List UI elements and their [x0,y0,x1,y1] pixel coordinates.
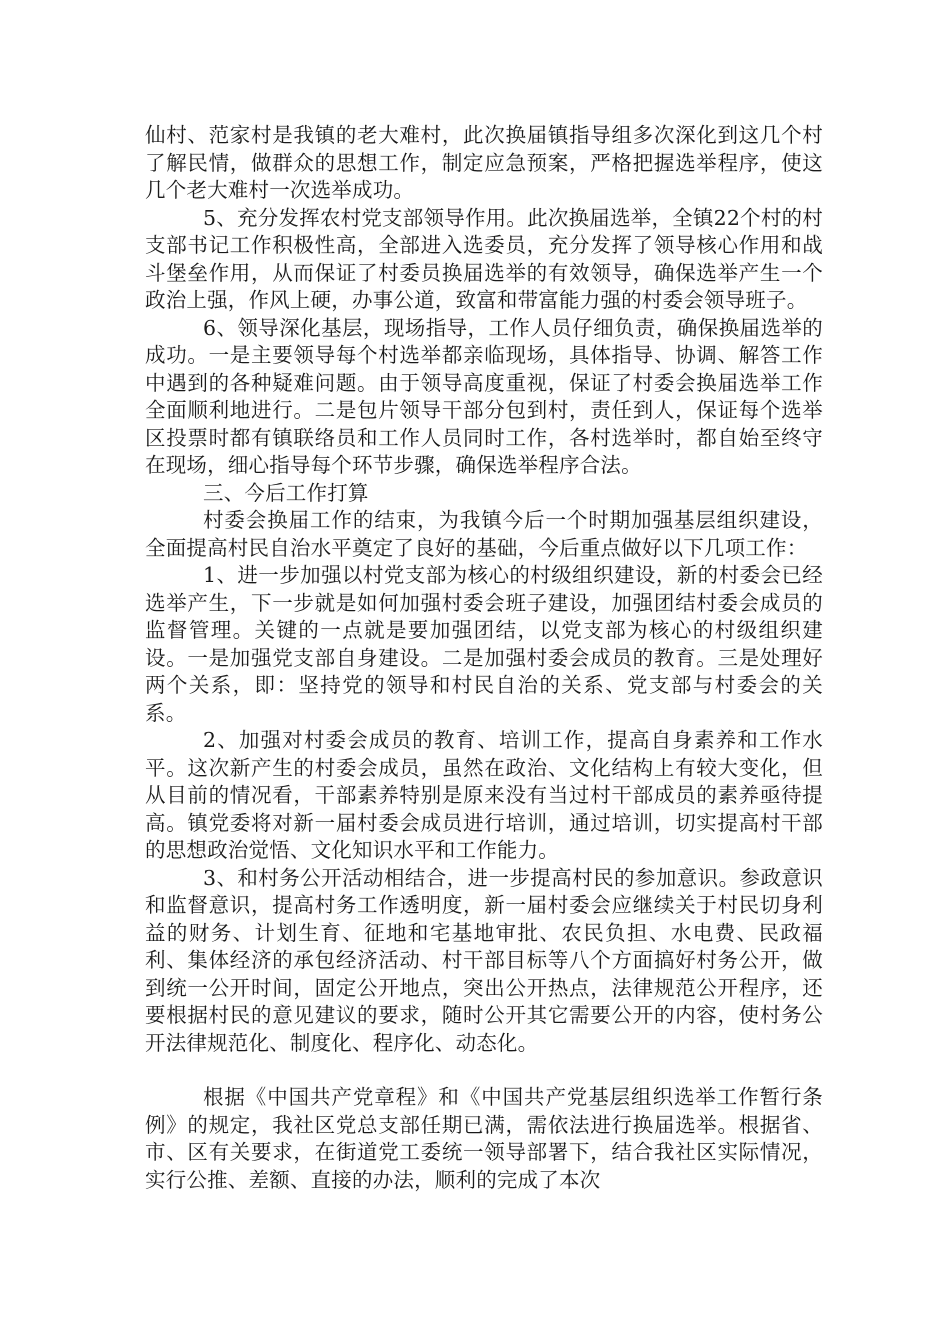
paragraph-future-plans-intro: 村委会换届工作的结束，为我镇今后一个时期加强基层组织建设，全面提高村民自治水平奠定了良好的基础，今后重点做好以下几项工作： [145,508,823,560]
paragraph-continuation: 仙村、范家村是我镇的老大难村，此次换届镇指导组多次深化到这几个村了解民情，做群众的思想工作，制定应急预案，严格把握选举程序，使这几个老大难村一次选举成功。 [145,123,823,202]
document-body [145,122,823,1194]
paragraph-plan-1: 1、进一步加强以村党支部为核心的村级组织建设，新的村委会已经选举产生，下一步就是如何加强村委会班子建设，加强团结村委会成员的监督管理。关键的一点就是要加强团结，以党支部为核心的村级组织建设。一是加强党支部自身建设。二是加强村委会成员的教育。三是处理好两个关系，即：坚持党的领导和村民自治的关系、党支部与村委会的关系。 [145,563,823,725]
paragraph-community-election: 根据《中国共产党章程》和《中国共产党基层组织选举工作暂行条例》的规定，我社区党总支部任期已满，需依法进行换届选举。根据省、市、区有关要求，在街道党工委统一领导部署下，结合我社区实际情况，实行公推、差额、直接的办法，顺利的完成了本次 [145,1085,823,1192]
paragraph-item-5: 5、充分发挥农村党支部领导作用。此次换届选举，全镇22个村的村支部书记工作积极性高，全部进入选委员，充分发挥了领导核心作用和战斗堡垒作用，从而保证了村委员换届选举的有效领导，确保选举产生一个政治上强，作风上硬，办事公道，致富和带富能力强的村委会领导班子。 [145,205,823,312]
paragraph-plan-3: 3、和村务公开活动相结合，进一步提高村民的参加意识。参政意识和监督意识，提高村务工作透明度，新一届村委会应继续关于村民切身利益的财务、计划生育、征地和宅基地审批、农民负担、水电费、民政福利、集体经济的承包经济活动、村干部目标等八个方面搞好村务公开，做到统一公开时间，固定公开地点，突出公开热点，法律规范公开程序，还要根据村民的意见建议的要求，随时公开其它需要公开的内容，使村务公开法律规范化、制度化、程序化、动态化。 [145,865,823,1055]
paragraph-plan-2: 2、加强对村委会成员的教育、培训工作，提高自身素养和工作水平。这次新产生的村委会成员，虽然在政治、文化结构上有较大变化，但从目前的情况看，干部素养特别是原来没有当过村干部成员的素养亟待提高。镇党委将对新一届村委会成员进行培训，通过培训，切实提高村干部的思想政治觉悟、文化知识水平和工作能力。 [145,728,823,862]
paragraph-item-6: 6、领导深化基层，现场指导，工作人员仔细负责，确保换届选举的成功。一是主要领导每个村选举都亲临现场，具体指导、协调、解答工作中遇到的各种疑难问题。由于领导高度重视，保证了村委会换届选举工作全面顺利地进行。二是包片领导干部分包到村，责任到人，保证每个选举区投票时都有镇联络员和工作人员同时工作，各村选举时，都自始至终守在现场，细心指导每个环节步骤，确保选举程序合法。 [145,315,823,477]
section-heading-future-plans: 三、今后工作打算 [203,480,369,505]
